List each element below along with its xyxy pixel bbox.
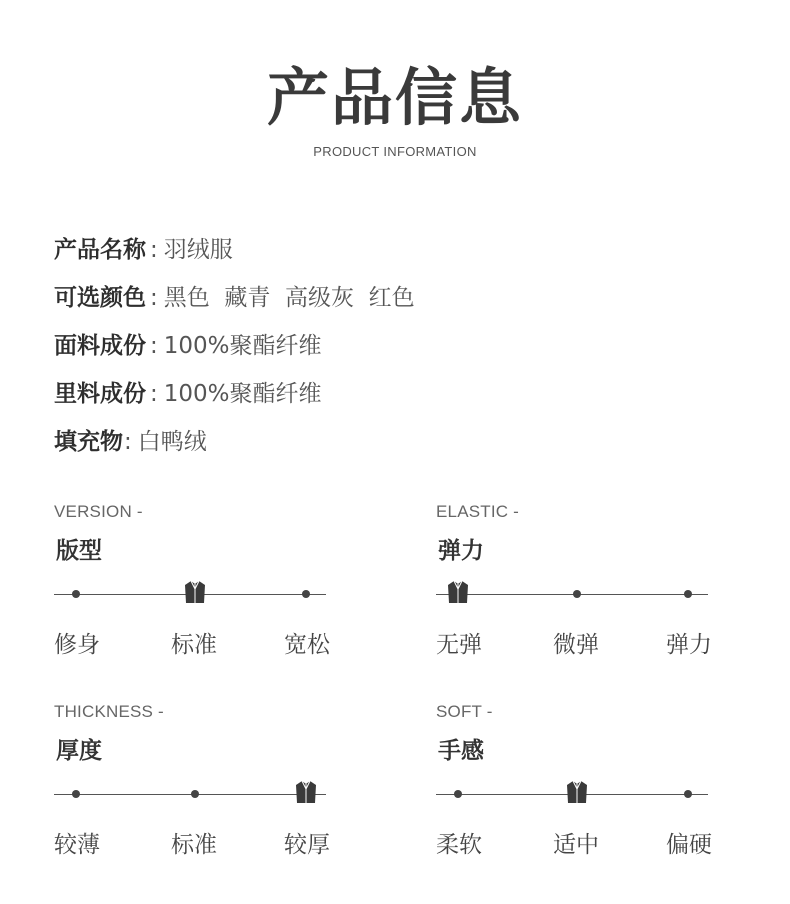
- info-separator: :: [124, 429, 132, 455]
- info-value: 100%聚酯纤维: [163, 333, 322, 359]
- info-row-lining: [54, 376, 415, 424]
- scale-option: 无弹: [436, 632, 482, 658]
- info-label: 产品名称: [54, 237, 146, 263]
- product-info-list: [54, 232, 415, 472]
- scale-dot: [573, 590, 581, 598]
- scale-dot: [684, 790, 692, 798]
- info-value: 白鸭绒: [137, 429, 207, 455]
- info-label: 可选颜色: [54, 285, 146, 311]
- scale-option: 标准: [171, 832, 217, 858]
- jacket-icon: [295, 780, 317, 804]
- jacket-icon: [566, 780, 588, 804]
- scale-option: 标准: [171, 632, 217, 658]
- jacket-icon: [447, 580, 469, 604]
- page-subtitle: PRODUCT INFORMATION: [313, 144, 477, 159]
- info-separator: :: [150, 333, 158, 359]
- scale-dot: [302, 590, 310, 598]
- scale-option: 较薄: [54, 832, 100, 858]
- info-row-name: [54, 232, 415, 280]
- scale-dot: [454, 790, 462, 798]
- info-label: 里料成份: [54, 381, 146, 407]
- info-row-filling: [54, 424, 415, 472]
- scale-dot: [72, 790, 80, 798]
- attr-english-label: ELASTIC -: [436, 502, 520, 521]
- attr-chinese-label: 弹力: [438, 538, 484, 564]
- scale-option: 柔软: [436, 832, 482, 858]
- scale-option: 适中: [553, 832, 599, 858]
- info-separator: :: [150, 285, 158, 311]
- attr-soft: [436, 702, 726, 862]
- info-label: 面料成份: [54, 333, 146, 359]
- scale-dot: [72, 590, 80, 598]
- attr-chinese-label: 厚度: [56, 738, 102, 764]
- scale-option: 较厚: [284, 832, 330, 858]
- attr-english-label: SOFT -: [436, 702, 493, 721]
- scale-option: 弹力: [666, 632, 712, 658]
- scale-option: 微弹: [553, 632, 599, 658]
- attr-thickness: [54, 702, 344, 862]
- attr-chinese-label: 版型: [56, 538, 102, 564]
- info-separator: :: [150, 381, 158, 407]
- scale-option: 偏硬: [666, 832, 712, 858]
- info-separator: :: [150, 237, 158, 263]
- scale-option: 宽松: [284, 632, 330, 658]
- info-value: 黑色 藏青 高级灰 红色: [163, 285, 415, 311]
- jacket-icon: [184, 580, 206, 604]
- scale-line: [436, 594, 708, 595]
- info-row-colors: [54, 280, 415, 328]
- attr-chinese-label: 手感: [438, 738, 484, 764]
- info-row-fabric: [54, 328, 415, 376]
- attr-elastic: [436, 502, 726, 662]
- scale-option: 修身: [54, 632, 100, 658]
- info-value: 100%聚酯纤维: [163, 381, 322, 407]
- scale-line: [54, 794, 326, 795]
- attr-english-label: THICKNESS -: [54, 702, 164, 721]
- scale-dot: [191, 790, 199, 798]
- attr-version: [54, 502, 344, 662]
- attr-english-label: VERSION -: [54, 502, 143, 521]
- info-value: 羽绒服: [163, 237, 233, 263]
- scale-dot: [684, 590, 692, 598]
- page-title: 产品信息: [266, 61, 523, 134]
- info-label: 填充物: [54, 429, 123, 455]
